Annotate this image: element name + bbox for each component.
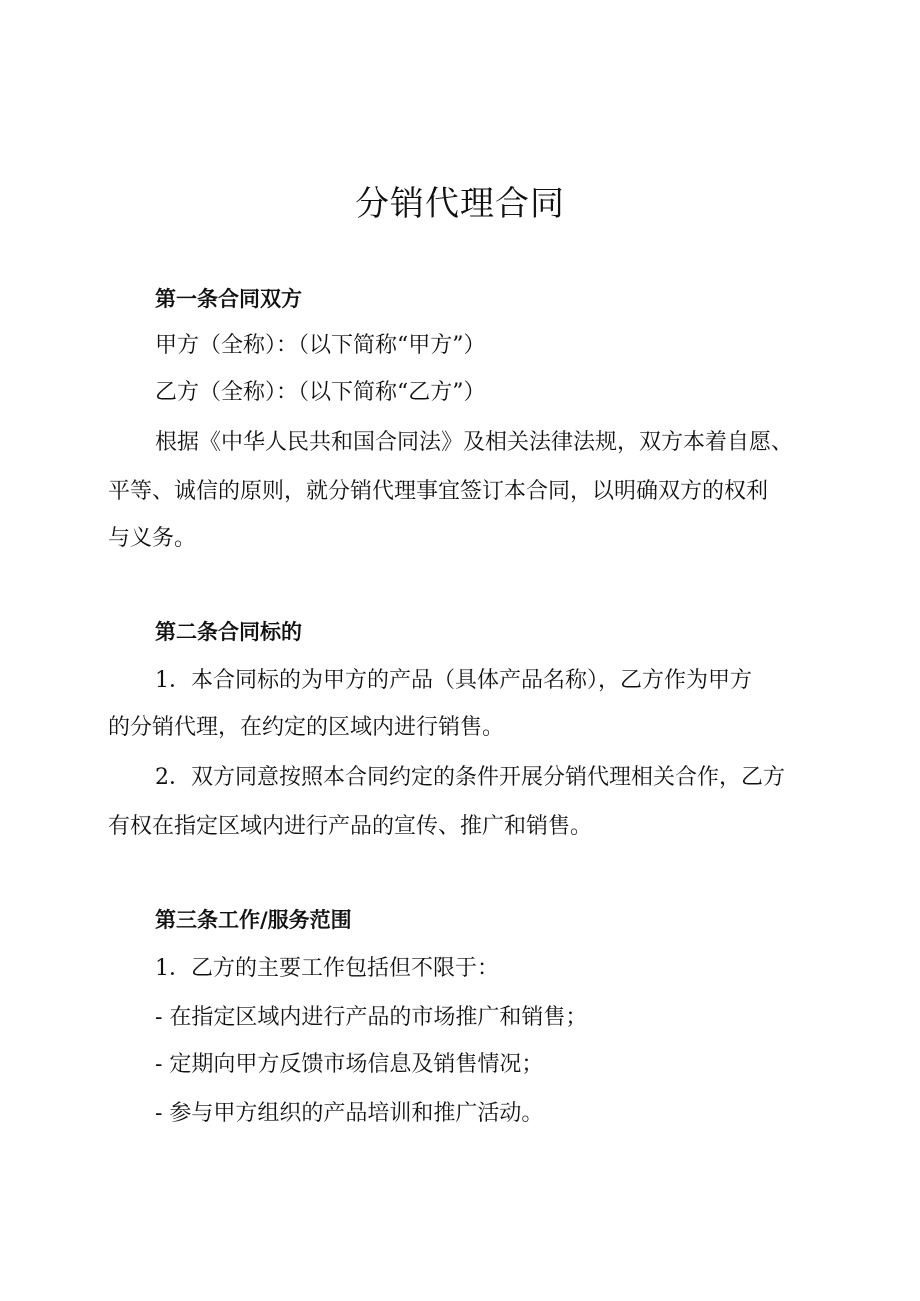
section-1-heading: 第一条合同双方 bbox=[155, 287, 302, 311]
section-2-item-2-line-2: 有权在指定区域内进行产品的宣传、推广和销售。 bbox=[108, 814, 593, 839]
section-3-bullet-1: - 在指定区域内进行产品的市场推广和销售； bbox=[155, 1005, 588, 1030]
party-a-line: 甲方（全称）：（以下简称“甲方”） bbox=[155, 333, 486, 358]
section-3-heading: 第三条工作/服务范围 bbox=[155, 908, 352, 932]
section-3-bullet-3: - 参与甲方组织的产品培训和推广活动。 bbox=[155, 1101, 544, 1126]
section-2-item-1-line-1: 1．本合同标的为甲方的产品（具体产品名称），乙方作为甲方 bbox=[155, 668, 752, 693]
section-1-paragraph-line-1: 根据《中华人民共和国合同法》及相关法律法规，双方本着自愿、 bbox=[155, 430, 794, 455]
section-2-item-2-line-1: 2．双方同意按照本合同约定的条件开展分销代理相关合作，乙方 bbox=[155, 765, 785, 790]
section-3-bullet-2: - 定期向甲方反馈市场信息及销售情况； bbox=[155, 1052, 544, 1077]
section-2-item-1-line-2: 的分销代理，在约定的区域内进行销售。 bbox=[108, 715, 505, 740]
section-1-paragraph-line-3: 与义务。 bbox=[108, 526, 197, 551]
party-b-line: 乙方（全称）：（以下简称“乙方”） bbox=[155, 380, 486, 405]
section-2-heading: 第二条合同标的 bbox=[155, 620, 302, 644]
document-title: 分销代理合同 bbox=[355, 184, 565, 224]
section-3-item-1: 1．乙方的主要工作包括但不限于： bbox=[155, 956, 499, 981]
section-1-paragraph-line-2: 平等、诚信的原则，就分销代理事宜签订本合同，以明确双方的权利 bbox=[108, 479, 769, 504]
